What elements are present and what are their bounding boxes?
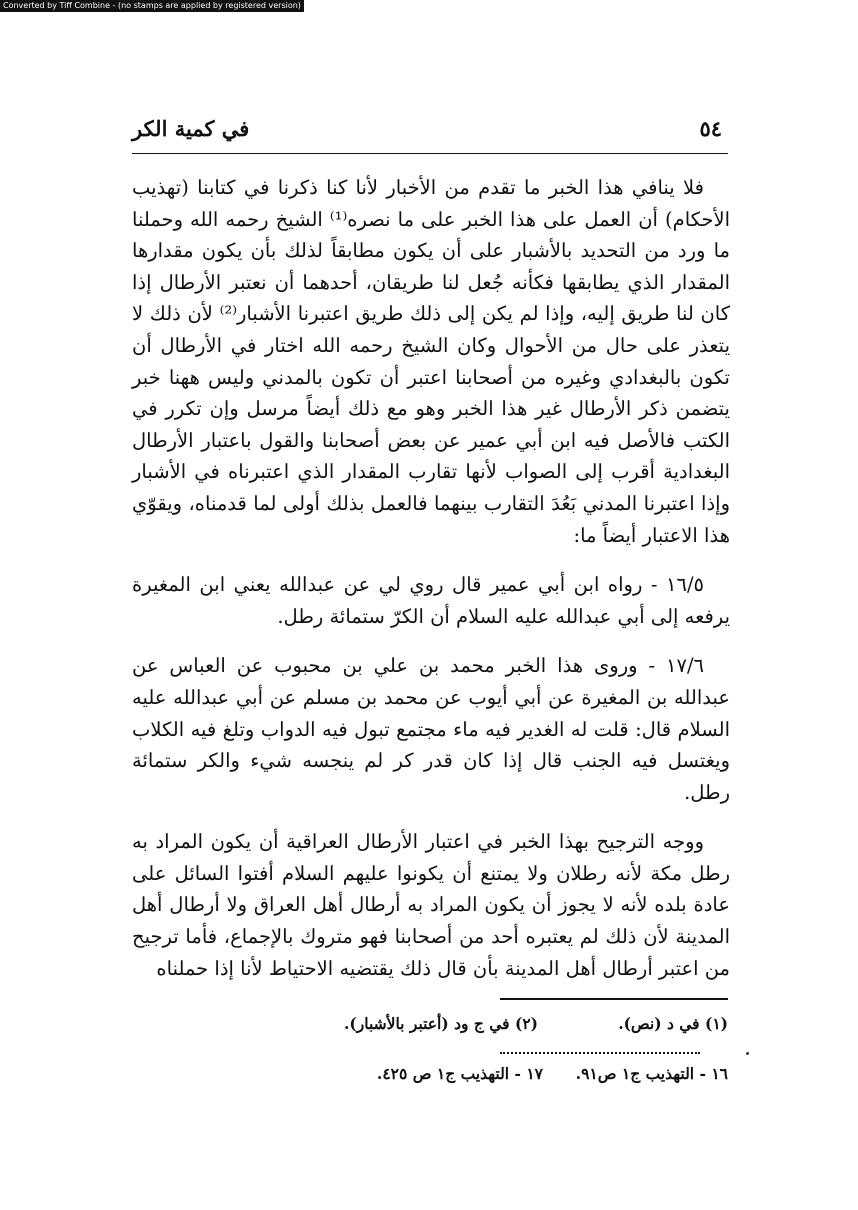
source-reference-16: ١٦ - التهذيب ج١ ص٩١. [575, 1064, 728, 1083]
converter-banner: Converted by Tiff Combine - (no stamps are applied by registered version) [0, 0, 304, 12]
page-number: ٥٤ [699, 116, 722, 141]
body-text [132, 172, 730, 984]
page-header [132, 114, 728, 148]
footnote-2: (٢) في ج ود (أعتبر بالأشبار). [344, 1014, 538, 1033]
scan-speck [746, 1052, 749, 1055]
dotted-separator [500, 1052, 700, 1054]
running-title: في كمية الكر [132, 116, 250, 141]
paragraph-commentary: فلا ينافي هذا الخبر ما تقدم من الأخبار لأنا كنا ذكرنا في كتابنا (تهذيب الأحكام) أن العمل على هذا الخبر على ما نصره⁽¹⁾ الشيخ رحمه الله وحملنا ما ورد من التحديد بالأشبار على أن يكون مطابقاً لذلك بأن يكون مقدارها المقدار الذي يطابقها فكأنه جُعل لنا طريقان، أحدهما أن نعتبر الأرطال إذا كان لنا طريق إليه، وإذا لم يكن إلى ذلك طريق اعتبرنا الأشبار⁽²⁾ لأن ذلك لا يتعذر على حال من الأحوال وكان الشيخ رحمه الله اختار في الأرطال أن تكون بالبغدادي وغيره من أصحابنا اعتبر أن تكون بالمدني وليس ههنا خبر يتضمن ذكر الأرطال غير هذا الخبر وهو مع ذلك أيضاً مرسل وإن تكرر في الكتب فالأصل فيه ابن أبي عمير عن بعض أصحابنا والقول باعتبار الأرطال البغدادية أقرب إلى الصواب لأنها تقارب المقدار الذي اعتبرناه في الأشبار وإذا اعتبرنا المدني بَعُدَ التقارب بينهما فالعمل بذلك أولى لما قدمناه، ويقوّي هذا الاعتبار أيضاً ما: [132, 176, 730, 547]
source-reference-17: ١٧ - التهذيب ج١ ص ٤٢٥. [376, 1064, 543, 1083]
paragraph-weighting: ووجه الترجيح بهذا الخبر في اعتبار الأرطال العراقية أن يكون المراد به رطل مكة لأنه رطلان ولا يمتنع أن يكونوا عليهم السلام أفتوا السائل على عادة بلده لأنه لا يجوز أن يكون المراد به أرطال أهل العراق ولا أرطال أهل المدينة لأن ذلك لم يعتبره أحد من أصحابنا فهو متروك بالإجماع، فأما ترجيح من اعتبر أرطال أهل المدينة بأن قال ذلك يقتضيه الاحتياط لأنا إذا حملناه [132, 830, 730, 980]
header-rule [132, 153, 728, 154]
source-references [330, 1064, 728, 1090]
footnote-rule [500, 998, 728, 1000]
paragraph-narration-17: ١٧/٦ - وروى هذا الخبر محمد بن علي بن محبوب عن العباس عن عبدالله بن المغيرة عن أبي أيوب عن محمد بن مسلم عن أبي عبدالله عليه السلام قال: قلت له الغدير فيه ماء مجتمع تبول فيه الدواب وتلغ فيه الكلاب ويغتسل فيه الجنب قال إذا كان قدر كر لم ينجسه شيء والكر ستمائة رطل. [132, 654, 730, 804]
footnote-1: (١) في د (نص). [618, 1014, 728, 1033]
paragraph-narration-16: ١٦/٥ - رواه ابن أبي عمير قال روي لي عن عبدالله يعني ابن المغيرة يرفعه إلى أبي عبدالله عليه السلام أن الكرّ ستمائة رطل. [132, 573, 730, 628]
footnotes [320, 1014, 728, 1040]
